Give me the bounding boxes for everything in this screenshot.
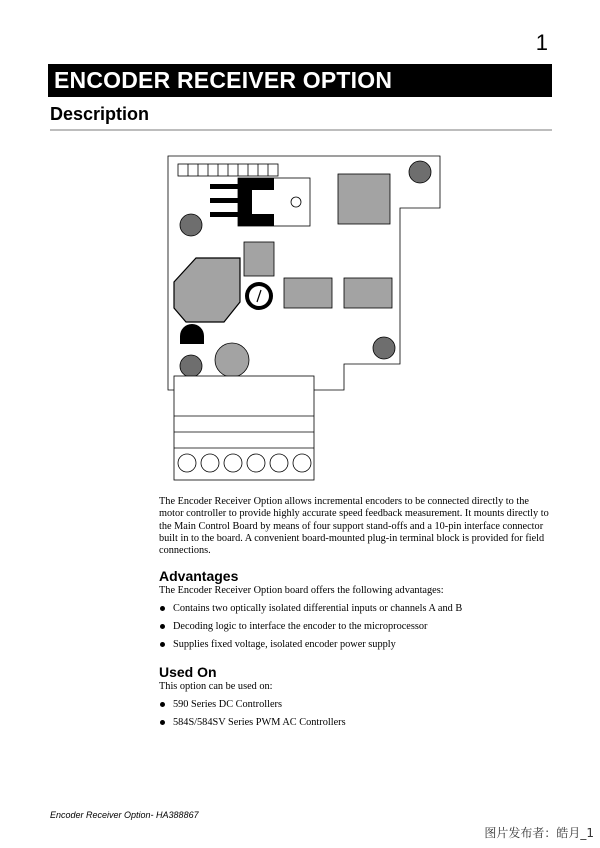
bullet-icon xyxy=(160,642,165,647)
terminal-screw xyxy=(293,454,311,472)
section-heading-description: Description xyxy=(50,104,552,131)
mounting-hole xyxy=(409,161,431,183)
trim-potentiometer xyxy=(245,282,273,310)
bullet-icon xyxy=(160,702,165,707)
watermark-text: 图片发布者：皓月_1 xyxy=(484,826,594,840)
list-item-text: 584S/584SV Series PWM AC Controllers xyxy=(173,717,346,728)
used-on-list xyxy=(159,699,346,735)
terminal-screw xyxy=(224,454,242,472)
bullet-icon xyxy=(160,624,165,629)
list-item xyxy=(159,717,346,735)
description-paragraph: The Encoder Receiver Option allows incremental encoders to be connected directly to the motor controller to provide highly accurate speed feedback measurement. It mounts directly to the Main Control Board by means of four support stand-offs and a 10-pin interface connector built in to the board. A convenient board-mounted plug-in terminal block is provided for field connections. xyxy=(159,496,549,557)
page-footer: Encoder Receiver Option- HA388867 xyxy=(50,810,199,820)
list-item-text: Supplies fixed voltage, isolated encoder power supply xyxy=(173,639,396,650)
ic-chip xyxy=(338,174,390,224)
terminal-block xyxy=(174,376,314,480)
small-component xyxy=(244,242,274,276)
crystal xyxy=(215,343,249,377)
advantages-list xyxy=(159,603,462,657)
encoder-board-diagram xyxy=(160,150,442,484)
advantages-intro: The Encoder Receiver Option board offers the following advantages: xyxy=(159,585,444,596)
list-item xyxy=(159,621,462,639)
bullet-icon xyxy=(160,720,165,725)
used-on-heading: Used On xyxy=(159,664,217,680)
page-title: ENCODER RECEIVER OPTION xyxy=(48,64,552,97)
terminal-screw xyxy=(270,454,288,472)
list-item xyxy=(159,603,462,621)
mounting-hole xyxy=(180,355,202,377)
list-item-text: 590 Series DC Controllers xyxy=(173,699,282,710)
list-item-text: Contains two optically isolated differential inputs or channels A and B xyxy=(173,603,463,614)
advantages-heading: Advantages xyxy=(159,568,239,584)
mounting-hole xyxy=(180,214,202,236)
terminal-screw xyxy=(247,454,265,472)
list-item xyxy=(159,699,346,717)
terminal-screw xyxy=(178,454,196,472)
mounting-hole xyxy=(373,337,395,359)
terminal-screw xyxy=(201,454,219,472)
page-number: 1 xyxy=(535,30,548,55)
resistor-pack xyxy=(344,278,392,308)
resistor-pack xyxy=(284,278,332,308)
bullet-icon xyxy=(160,606,165,611)
list-item-text: Decoding logic to interface the encoder to the microprocessor xyxy=(173,621,428,632)
list-item xyxy=(159,639,462,657)
used-on-intro: This option can be used on: xyxy=(159,681,273,692)
pin-header xyxy=(178,164,278,176)
